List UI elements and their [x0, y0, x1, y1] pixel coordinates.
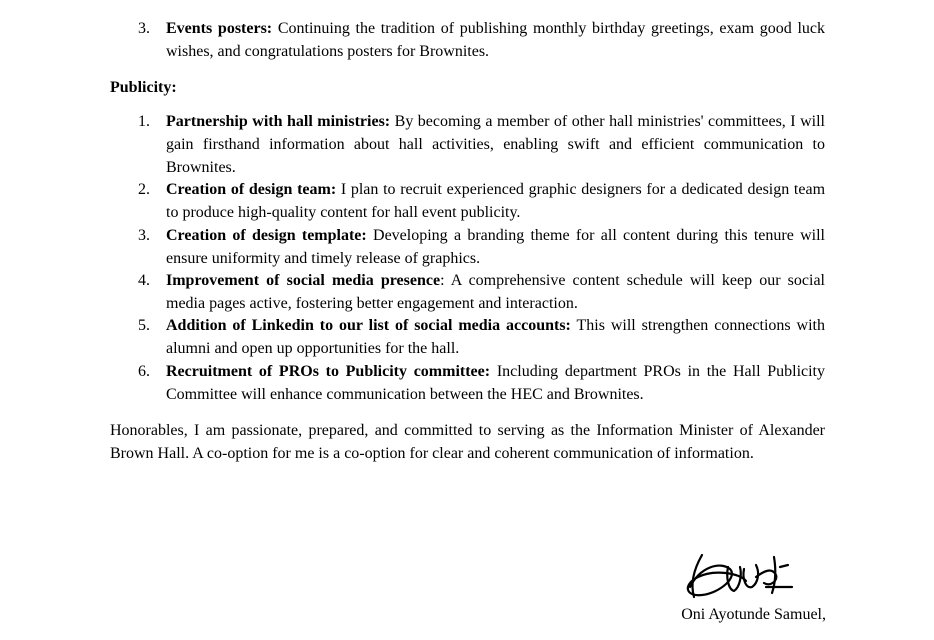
list-number: 3. — [138, 20, 150, 37]
publicity-item-design-team — [110, 178, 825, 224]
item-title: Recruitment of PROs to Publicity committee: — [166, 363, 491, 380]
publicity-item-social-media — [110, 269, 825, 315]
signer-name: Oni Ayotunde Samuel, — [681, 606, 826, 623]
publicity-item-design-template — [110, 224, 825, 270]
item-title: Events posters: — [166, 20, 273, 37]
item-text: Continuing the tradition of publishing monthly birthday greetings, exam good luck wishes, and congratulations posters for Brownites. — [166, 20, 826, 60]
item-text: By becoming a member of other hall ministries' committees, I will gain firsthand information about hall activities, enabling swift and efficient communication to Brownites. — [166, 113, 826, 176]
list-number: 6. — [138, 363, 150, 380]
list-number: 2. — [138, 181, 150, 198]
list-number: 1. — [138, 113, 150, 130]
item-text: I plan to recruit experienced graphic designers for a dedicated design team to produce high-quality content for hall event publicity. — [166, 181, 826, 221]
publicity-item-partnership — [110, 110, 825, 179]
list-number: 4. — [138, 272, 150, 289]
item-title: Addition of Linkedin to our list of social media accounts: — [166, 317, 571, 334]
item-text: This will strengthen connections with alumni and open up opportunities for the hall. — [166, 317, 825, 357]
item-text: Developing a branding theme for all content during this tenure will ensure uniformity and timely release of graphics. — [166, 227, 826, 267]
item-text: Including department PROs in the Hall Publicity Committee will enhance communication between the HEC and Brownites. — [166, 363, 826, 403]
item-text: : A comprehensive content schedule will keep our social media pages active, fostering better engagement and interaction. — [166, 272, 825, 312]
closing-paragraph: Honorables, I am passionate, prepared, and committed to serving as the Information Minister of Alexander Brown Hall. A co-option for me is a co-option for clear and coherent communication of information. — [110, 422, 825, 462]
list-number: 5. — [138, 317, 150, 334]
item-title: Improvement of social media presence — [166, 272, 441, 289]
item-title: Partnership with hall ministries: — [166, 113, 391, 130]
list-number: 3. — [138, 227, 150, 244]
publicity-item-pros — [110, 360, 825, 406]
publicity-heading: Publicity: — [110, 79, 177, 96]
events-posters-item — [110, 17, 825, 63]
publicity-item-linkedin — [110, 314, 825, 360]
handwritten-signature — [680, 547, 800, 607]
item-title: Creation of design team: — [166, 181, 337, 198]
item-title: Creation of design template: — [166, 227, 367, 244]
